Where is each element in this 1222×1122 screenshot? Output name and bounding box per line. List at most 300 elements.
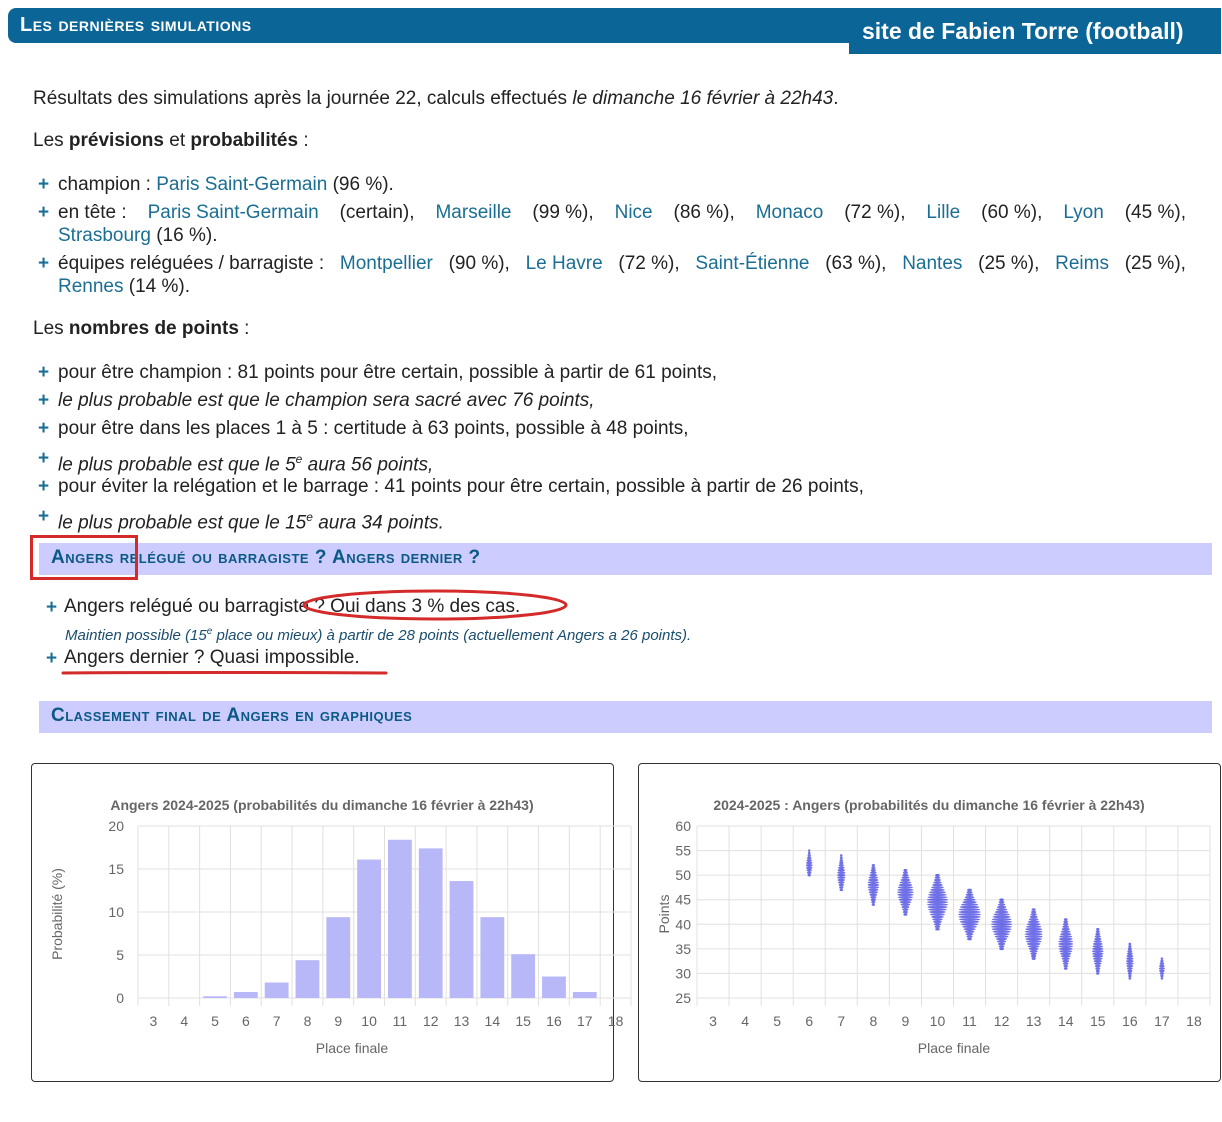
x-tick-label: 8: [303, 1013, 312, 1029]
x-tick-label: 15: [1089, 1013, 1106, 1029]
distribution-point: [1128, 977, 1131, 980]
distribution-point: [807, 871, 811, 874]
plus-icon: +: [46, 597, 58, 618]
distribution-point: [838, 866, 844, 869]
distribution-point: [1029, 948, 1039, 951]
chart-title: 2024-2025 : Angers (probabilités du dimanche 16 février à 22h43): [713, 797, 1145, 813]
distribution-point: [1026, 925, 1041, 928]
distribution-point: [807, 857, 811, 860]
distribution-point: [994, 913, 1010, 916]
distribution-point: [961, 903, 978, 906]
distribution-point: [933, 881, 942, 884]
distribution-point: [932, 884, 943, 887]
distribution-point: [961, 923, 978, 926]
bar-chart: [32, 764, 624, 1081]
relegation-line-2: Rennes (14 %).: [58, 276, 191, 297]
distribution-point: [927, 896, 947, 899]
relegation-line: équipes reléguées / barragiste : Montpellier (90 %), Le Havre (72 %), Saint-Étienne (63 %), Nantes (25 %), Reims (25 %),: [58, 253, 1186, 274]
distribution-point: [965, 930, 975, 933]
distribution-point: [962, 925, 977, 928]
x-tick-label: 6: [805, 1013, 814, 1029]
distribution-point: [1128, 943, 1131, 946]
angers-question-2: Angers dernier ? Quasi impossible.: [64, 647, 360, 668]
bar: [388, 840, 412, 998]
scatter-chart: [639, 764, 1220, 1081]
x-tick-label: 9: [334, 1013, 343, 1029]
distribution-point: [935, 928, 940, 931]
distribution-point: [1127, 952, 1133, 955]
distribution-point: [1031, 911, 1036, 914]
y-tick-label: 15: [108, 861, 124, 877]
y-axis-label: Probabilité (%): [49, 868, 65, 960]
champion-line: champion : Paris Saint-Germain (96 %).: [58, 174, 394, 195]
distribution-point: [967, 938, 972, 941]
distribution-point: [808, 852, 811, 855]
distribution-point: [929, 911, 946, 914]
distribution-point: [869, 894, 877, 897]
distribution-point: [1126, 962, 1133, 965]
distribution-point: [997, 940, 1006, 943]
distribution-point: [1026, 940, 1041, 943]
distribution-point: [991, 925, 1012, 928]
distribution-point: [996, 938, 1007, 941]
x-tick-label: 6: [241, 1013, 250, 1029]
distribution-point: [871, 898, 876, 901]
distribution-point: [1032, 908, 1036, 911]
team-link[interactable]: Monaco: [755, 202, 824, 223]
distribution-point: [991, 923, 1012, 926]
distribution-point: [1032, 957, 1036, 960]
distribution-point: [901, 903, 911, 906]
x-tick-label: 7: [837, 1013, 846, 1029]
x-tick-label: 4: [741, 1013, 749, 1029]
distribution-point: [897, 891, 913, 894]
distribution-point: [808, 874, 811, 877]
bar: [573, 992, 597, 998]
distribution-point: [902, 874, 908, 877]
distribution-point: [963, 928, 975, 931]
distribution-point: [928, 894, 947, 897]
distribution-point: [1059, 935, 1072, 938]
bar: [419, 848, 443, 998]
distribution-point: [935, 876, 941, 879]
bar: [480, 917, 504, 998]
team-link[interactable]: Saint-Étienne: [695, 253, 810, 274]
distribution-point: [1062, 957, 1070, 960]
bar-chart-panel: [31, 763, 624, 1082]
points-heading: Les nombres de points :: [33, 318, 250, 339]
y-tick-label: 25: [675, 990, 691, 1006]
distribution-point: [1063, 921, 1068, 924]
bar: [357, 860, 381, 998]
distribution-point: [1092, 950, 1104, 953]
distribution-point: [1059, 938, 1073, 941]
team-link[interactable]: Lyon: [1063, 202, 1104, 223]
points-line: le plus probable est que le champion sera sacré avec 76 points,: [58, 390, 595, 411]
distribution-point: [934, 923, 941, 926]
distribution-point: [839, 862, 843, 865]
y-tick-label: 0: [116, 990, 124, 1006]
distribution-point: [1161, 957, 1164, 960]
distribution-point: [838, 879, 845, 882]
distribution-point: [838, 869, 845, 872]
x-tick-label: 10: [361, 1013, 377, 1029]
distribution-point: [1025, 933, 1043, 936]
distribution-point: [1094, 938, 1101, 941]
distribution-point: [932, 918, 943, 921]
bar: [450, 881, 474, 998]
plus-icon: +: [38, 418, 50, 439]
distribution-point: [1160, 962, 1164, 965]
distribution-point: [1092, 945, 1103, 948]
distribution-point: [1126, 960, 1134, 963]
site-tab[interactable]: [849, 8, 1221, 54]
distribution-point: [872, 864, 875, 867]
distribution-point: [1025, 930, 1043, 933]
distribution-point: [1027, 943, 1041, 946]
distribution-point: [965, 896, 975, 899]
x-tick-label: 14: [484, 1013, 501, 1029]
distribution-point: [960, 921, 979, 924]
distribution-point: [1127, 950, 1132, 953]
distribution-point: [929, 891, 946, 894]
distribution-point: [930, 913, 945, 916]
x-tick-label: 17: [1154, 1013, 1170, 1029]
en-tete-line-2: Strasbourg (16 %).: [58, 225, 218, 246]
x-tick-label: 11: [392, 1013, 408, 1029]
distribution-point: [1095, 935, 1101, 938]
plus-icon: +: [38, 390, 50, 411]
distribution-point: [899, 884, 913, 887]
distribution-point: [1025, 938, 1042, 941]
distribution-point: [997, 906, 1006, 909]
distribution-point: [960, 906, 979, 909]
distribution-point: [840, 854, 842, 857]
distribution-point: [1160, 960, 1163, 963]
x-tick-label: 10: [929, 1013, 946, 1029]
distribution-point: [1095, 933, 1100, 936]
distribution-point: [1061, 930, 1071, 933]
distribution-point: [1161, 977, 1164, 980]
distribution-point: [999, 948, 1004, 951]
distribution-point: [991, 921, 1012, 924]
distribution-point: [1064, 918, 1068, 921]
y-tick-label: 20: [108, 818, 124, 834]
distribution-point: [1025, 935, 1043, 938]
y-tick-label: 55: [675, 842, 691, 859]
distribution-point: [996, 908, 1007, 911]
distribution-point: [1092, 952, 1103, 955]
distribution-point: [1063, 962, 1069, 965]
distribution-point: [1126, 957, 1133, 960]
distribution-point: [1092, 955, 1103, 958]
distribution-point: [872, 903, 875, 906]
distribution-point: [998, 903, 1005, 906]
x-tick-label: 16: [546, 1013, 562, 1029]
x-tick-label: 5: [773, 1013, 782, 1029]
distribution-point: [992, 928, 1012, 931]
distribution-point: [1096, 972, 1099, 975]
distribution-point: [935, 925, 941, 928]
distribution-point: [903, 869, 907, 872]
x-tick-label: 3: [149, 1013, 158, 1029]
distribution-point: [1058, 943, 1073, 946]
distribution-point: [993, 916, 1011, 919]
team-link[interactable]: Montpellier: [339, 253, 433, 274]
en-tete-line: en tête : Paris Saint-Germain (certain), Marseille (99 %), Nice (86 %), Monaco (72 %), Lille (60 %), Lyon (45 %),: [58, 202, 1186, 223]
distribution-point: [837, 871, 845, 874]
distribution-point: [995, 911, 1009, 914]
distribution-point: [959, 908, 980, 911]
distribution-point: [1027, 923, 1041, 926]
team-link[interactable]: Reims: [1055, 253, 1109, 274]
y-tick-label: 60: [675, 818, 691, 834]
distribution-point: [901, 906, 909, 909]
x-tick-label: 13: [453, 1013, 470, 1029]
x-tick-label: 16: [1122, 1013, 1138, 1029]
x-tick-label: 11: [962, 1013, 977, 1029]
previsions-heading: Les prévisions et probabilités :: [33, 130, 309, 151]
x-tick-label: 4: [180, 1013, 189, 1029]
graphs-band-title: Classement final de Angers en graphiques: [51, 705, 413, 726]
distribution-point: [1060, 952, 1071, 955]
scatter-chart-panel: [638, 763, 1221, 1082]
distribution-point: [806, 866, 812, 869]
distribution-point: [958, 913, 981, 916]
bar: [542, 977, 566, 999]
distribution-point: [1160, 975, 1163, 978]
distribution-point: [806, 859, 811, 862]
team-link[interactable]: Rennes: [58, 276, 124, 297]
team-link[interactable]: Strasbourg: [58, 225, 151, 246]
distribution-point: [871, 901, 875, 904]
chart-title: Angers 2024-2025 (probabilités du dimanche 16 février à 22h43): [110, 797, 534, 813]
distribution-point: [1095, 967, 1100, 970]
distribution-point: [870, 896, 876, 899]
bar: [296, 960, 320, 998]
distribution-point: [1062, 925, 1069, 928]
points-line: le plus probable est que le 5e aura 56 points,: [58, 452, 434, 476]
y-tick-label: 5: [116, 947, 124, 963]
distribution-point: [837, 874, 845, 877]
distribution-point: [840, 859, 843, 862]
distribution-point: [927, 901, 948, 904]
team-link[interactable]: Paris Saint-Germain: [156, 174, 328, 195]
distribution-point: [934, 879, 941, 882]
distribution-point: [1062, 928, 1070, 931]
distribution-point: [1159, 965, 1165, 968]
y-tick-label: 40: [675, 916, 691, 933]
distribution-point: [868, 879, 878, 882]
distribution-point: [995, 935, 1009, 938]
team-link[interactable]: Nice: [614, 202, 653, 223]
distribution-point: [1062, 960, 1069, 963]
distribution-point: [903, 913, 907, 916]
distribution-point: [1127, 967, 1133, 970]
y-tick-label: 10: [108, 904, 124, 920]
distribution-point: [1159, 970, 1165, 973]
distribution-point: [868, 881, 879, 884]
distribution-point: [870, 871, 876, 874]
y-tick-label: 45: [675, 891, 691, 908]
distribution-point: [999, 898, 1004, 901]
distribution-point: [993, 930, 1011, 933]
distribution-point: [1093, 957, 1103, 960]
distribution-point: [966, 891, 972, 894]
team-link[interactable]: Paris Saint-Germain: [147, 202, 319, 223]
distribution-point: [1064, 967, 1068, 970]
distribution-point: [994, 933, 1010, 936]
distribution-point: [967, 889, 972, 892]
distribution-point: [1063, 923, 1069, 926]
distribution-point: [958, 916, 980, 919]
distribution-point: [869, 874, 877, 877]
distribution-point: [963, 898, 975, 901]
distribution-point: [966, 933, 974, 936]
x-tick-label: 18: [607, 1013, 624, 1029]
distribution-point: [928, 908, 947, 911]
team-link[interactable]: Lille: [926, 202, 961, 223]
x-tick-label: 14: [1057, 1013, 1074, 1029]
distribution-point: [999, 945, 1005, 948]
distribution-point: [935, 874, 940, 877]
distribution-point: [1126, 955, 1133, 958]
distribution-point: [900, 901, 912, 904]
team-link[interactable]: Le Havre: [525, 253, 603, 274]
x-tick-label: 8: [869, 1013, 878, 1029]
distribution-point: [927, 898, 948, 901]
distribution-point: [1096, 970, 1100, 973]
distribution-point: [931, 886, 944, 889]
distribution-point: [1030, 913, 1036, 916]
distribution-point: [869, 891, 878, 894]
distribution-point: [1092, 948, 1103, 951]
distribution-point: [1058, 940, 1073, 943]
distribution-point: [1029, 918, 1039, 921]
distribution-point: [1025, 928, 1042, 931]
distribution-point: [869, 876, 878, 879]
distribution-point: [1030, 952, 1036, 955]
x-tick-label: 9: [901, 1013, 910, 1029]
team-link[interactable]: Nantes: [902, 253, 963, 274]
distribution-point: [966, 894, 974, 897]
distribution-point: [1030, 950, 1038, 953]
distribution-point: [999, 901, 1005, 904]
distribution-point: [840, 857, 843, 860]
distribution-point: [1128, 945, 1131, 948]
maintien-note: Maintien possible (15e place ou mieux) à partir de 28 points (actuellement Angers a 26 points).: [65, 626, 692, 644]
angers-band: [39, 543, 1212, 575]
distribution-point: [1061, 955, 1071, 958]
distribution-point: [840, 889, 843, 892]
distribution-point: [1058, 945, 1073, 948]
x-tick-label: 18: [1186, 1013, 1202, 1029]
angers-question-1: Angers relégué ou barragiste ? Oui dans 3 % des cas.: [64, 596, 521, 617]
intro-line: Résultats des simulations après la journée 22, calculs effectués le dimanche 16 février à 22h43.: [33, 88, 839, 109]
distribution-point: [1128, 975, 1131, 978]
distribution-point: [930, 889, 945, 892]
distribution-point: [1128, 948, 1132, 951]
plus-icon: +: [38, 362, 50, 383]
distribution-point: [1093, 943, 1103, 946]
distribution-point: [897, 894, 913, 897]
distribution-point: [871, 866, 875, 869]
bar: [203, 996, 227, 998]
distribution-point: [1059, 950, 1072, 953]
distribution-point: [1096, 930, 1100, 933]
x-axis-label: Place finale: [917, 1040, 991, 1056]
points-line: pour être dans les places 1 à 5 : certitude à 63 points, possible à 48 points,: [58, 418, 689, 439]
distribution-point: [806, 864, 813, 867]
y-tick-label: 30: [675, 965, 691, 982]
points-line: pour être champion : 81 points pour être certain, possible à partir de 61 points,: [58, 362, 718, 383]
distribution-point: [808, 854, 811, 857]
distribution-point: [868, 889, 878, 892]
distribution-point: [901, 879, 911, 882]
distribution-point: [806, 869, 811, 872]
distribution-point: [966, 935, 972, 938]
distribution-point: [897, 889, 913, 892]
distribution-point: [1095, 965, 1101, 968]
distribution-point: [871, 869, 876, 872]
points-line: le plus probable est que le 15e aura 34 points.: [58, 510, 444, 534]
x-tick-label: 3: [709, 1013, 717, 1029]
distribution-point: [899, 898, 913, 901]
distribution-point: [1028, 921, 1040, 924]
team-link[interactable]: Marseille: [435, 202, 512, 223]
distribution-point: [933, 921, 942, 924]
distribution-point: [903, 911, 908, 914]
distribution-point: [898, 896, 913, 899]
graphs-band: [39, 701, 1212, 733]
bar: [234, 992, 258, 998]
distribution-point: [1094, 940, 1102, 943]
x-tick-label: 15: [515, 1013, 531, 1029]
distribution-point: [1031, 955, 1036, 958]
distribution-point: [868, 886, 879, 889]
distribution-point: [1094, 962, 1101, 965]
distribution-point: [837, 876, 845, 879]
distribution-point: [1059, 948, 1073, 951]
distribution-point: [868, 884, 880, 887]
distribution-point: [927, 906, 947, 909]
points-line: pour éviter la relégation et le barrage : 41 points pour être certain, possible à partir de 26 points,: [58, 476, 864, 497]
bar: [326, 917, 350, 998]
x-axis-label: Place finale: [315, 1040, 389, 1056]
distribution-point: [1063, 965, 1068, 968]
site-link[interactable]: site de Fabien Torre (football): [862, 18, 1184, 44]
distribution-point: [927, 903, 948, 906]
x-tick-label: 12: [422, 1013, 439, 1029]
plus-icon: +: [38, 253, 50, 274]
bar: [511, 954, 535, 998]
plus-icon: +: [46, 648, 58, 669]
distribution-point: [1128, 972, 1132, 975]
distribution-point: [1159, 967, 1165, 970]
distribution-point: [1127, 970, 1132, 973]
bar: [265, 983, 289, 998]
distribution-point: [903, 871, 908, 874]
x-tick-label: 7: [272, 1013, 281, 1029]
page-title: Les dernières simulations: [20, 14, 252, 36]
distribution-point: [839, 864, 844, 867]
x-tick-label: 17: [576, 1013, 593, 1029]
x-tick-label: 12: [993, 1013, 1010, 1029]
plus-icon: +: [38, 174, 50, 195]
angers-band-title: Angers relégué ou barragiste ? Angers dernier ?: [51, 547, 481, 568]
x-tick-label: 5: [211, 1013, 219, 1029]
distribution-point: [838, 881, 844, 884]
